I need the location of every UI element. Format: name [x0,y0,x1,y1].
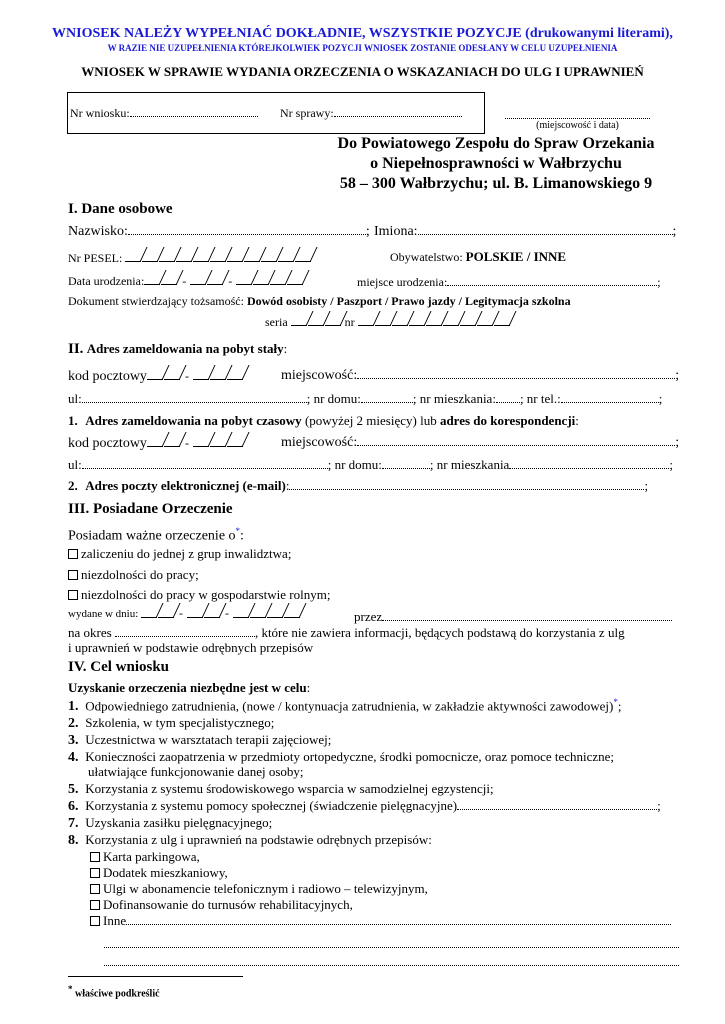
pesel-label: Nr PESEL: [68,251,123,265]
certificate-option-disability-group[interactable] [68,546,291,562]
option-label: niezdolności do pracy; [81,567,199,582]
benefit-label: Ulgi w abonamencie telefonicznym i radiowo – telewizyjnym, [103,881,428,896]
id-number-label: nr [344,315,355,329]
phone-label: ; nr tel.: [519,391,561,406]
id-document [68,294,571,309]
birth-place-label: miejsce urodzenia: [357,275,448,289]
temporary-address-note: (powyżej 2 miesięcy) lub [304,413,437,428]
email-label: Adres poczty elektronicznej (e-mail) [85,478,286,493]
option-label: niezdolności do pracy w gospodarstwie rolnym; [81,587,331,602]
purpose-item-8[interactable]: 8. Korzystania z ulg i uprawnień na podstawie odrębnych przepisów: [68,832,432,848]
purpose-item-label: Korzystania z systemu pomocy społecznej (świadczenie pielęgnacyjne) [85,798,458,813]
purpose-item-label: Szkolenia, w tym specjalistycznego; [85,715,275,730]
purpose-item-label: Korzystania z ulg i uprawnień na podstawie odrębnych przepisów: [85,832,432,847]
temporary-address-heading: 1. Adres zameldowania na pobyt czasowy (powyżej 2 miesięcy) lub adres do korespondencji: [68,413,579,428]
benefit-label: Inne [103,913,127,928]
benefit-housing-allowance[interactable] [90,865,228,881]
citizenship-options[interactable]: POLSKIE / INNE [465,249,567,264]
benefit-label: Dofinansowanie do turnusów rehabilitacyjnych, [103,897,353,912]
checkbox[interactable] [90,900,100,910]
checkbox[interactable] [90,916,100,926]
case-number-field[interactable] [280,106,462,121]
temporary-city-field[interactable]: miejscowość: ; [281,435,680,450]
permanent-city-field[interactable]: miejscowość: ; [281,368,680,383]
purpose-item-5[interactable]: 5. Korzystania z systemu środowiskowego wsparcia w samodzielnej egzystencji; [68,781,494,797]
temporary-postal-code-field[interactable]: kod pocztowy - [68,433,244,452]
purpose-item-label: Korzystania z systemu środowiskowego wsparcia w samodzielnej egzystencji; [85,781,494,796]
benefit-parking-card[interactable] [90,849,200,865]
series-label: seria [265,315,288,329]
purpose-item-3[interactable]: 3. Uczestnictwa w warsztatach terapii zajęciowej; [68,732,332,748]
certificate-option-farm-work-incapacity[interactable] [68,587,330,603]
id-document-label: Dokument stwierdzający tożsamość: [68,294,244,308]
series-boxes[interactable] [291,312,342,330]
purpose-intro-text: Uzyskanie orzeczenia niezbędne jest w celu [68,680,307,695]
checkbox[interactable] [90,884,100,894]
footnote-text: właściwe podkreślić [75,988,160,1000]
checkbox[interactable] [68,570,78,580]
section-2-heading: II. Adres zameldowania na pobyt stały: [68,341,288,357]
email-field[interactable]: 2. Adres poczty elektronicznej (e-mail): ; [68,478,649,493]
flat-number-label: ; nr mieszkania: [412,391,496,406]
section-2-title: Adres zameldowania na pobyt stały [86,341,284,356]
validity-period-line[interactable] [68,625,625,641]
section-2-number: II. [68,341,84,357]
purpose-item-7[interactable]: 7. Uzyskania zasiłku pielęgnacyjnego; [68,815,273,831]
purpose-item-4-cont: ułatwiające funkcjonowanie danej osoby; [88,764,304,779]
purpose-item-4[interactable]: 4. Konieczności zaopatrzenia w przedmioty ortopedyczne, środki pomocnicze, oraz pomoce techniczne; [68,749,615,765]
first-names-label: Imiona: [374,224,418,239]
postal-code-label: kod pocztowy [68,436,147,451]
request-number-label: Nr wniosku: [70,106,130,120]
place-date-caption: (miejscowość i data) [536,120,619,131]
option-label: zaliczeniu do jednej z grup inwalidztwa; [81,546,292,561]
validity-label: na okres [68,625,112,640]
section-3-heading: III. Posiadane Orzeczenie [68,501,233,517]
id-series-number[interactable] [265,312,511,330]
addressee-line-1: Do Powiatowego Zespołu do Spraw Orzekania [337,135,655,152]
request-number-field[interactable] [70,106,258,121]
instruction-line-2: W RAZIE NIE UZUPEŁNIENIA KTÓREJKOLWIEK POZYCJI WNIOSEK ZOSTANIE ODESŁANY W CELU UZUPEŁNIENIA [107,43,618,53]
addressee-line-2: o Niepełnosprawności w Wałbrzychu [370,155,622,172]
pesel-digit-boxes[interactable] [125,248,312,266]
benefit-other[interactable] [90,913,671,929]
temporary-address-number: 1. [68,413,78,428]
certificate-intro-text: Posiadam ważne orzeczenie o [68,528,236,544]
footnote-marker: * [68,984,73,994]
first-names-field[interactable]: Imiona: ; [374,224,677,239]
birth-date-field[interactable]: Data urodzenia: - - [68,271,304,289]
benefit-label: Dodatek mieszkaniowy, [103,865,228,880]
purpose-intro: Uzyskanie orzeczenia niezbędne jest w celu: [68,680,311,695]
purpose-item-label: Uczestnictwa w warsztatach terapii zajęciowej; [85,732,332,747]
section-4-heading: IV. Cel wniosku [68,659,170,675]
house-number-label: ; nr domu: [327,457,382,472]
current-certificate-intro: Posiadam ważne orzeczenie o*: [68,526,244,544]
benefit-subscription-relief[interactable] [90,881,428,897]
footnote-marker: * [235,526,241,536]
form-title: WNIOSEK W SPRAWIE WYDANIA ORZECZENIA O WSKAZANIACH DO ULG I UPRAWNIEŃ [81,64,644,79]
postal-code-label: kod pocztowy [68,369,147,384]
id-number-boxes[interactable] [358,312,511,330]
certificate-option-work-incapacity[interactable] [68,567,199,583]
footnote-marker: * [613,697,618,707]
temporary-address-row[interactable]: ul: ; nr domu: ; nr mieszkania ; [68,457,673,472]
purpose-item-label: Uzyskania zasiłku pielęgnacyjnego; [85,815,273,830]
purpose-item-2[interactable]: 2. Szkolenia, w tym specjalistycznego; [68,715,275,731]
house-number-label: ; nr domu: [306,391,361,406]
issue-date-label: wydane w dniu: [68,608,139,620]
other-benefit-line-1[interactable] [104,935,679,953]
surname-field[interactable]: Nazwisko: ; [68,224,370,239]
validity-text: , które nie zawiera informacji, będących podstawą do korzystania z ulg [254,625,625,640]
city-label: miejscowość: [281,368,358,383]
footnote [68,984,160,999]
issued-by-field[interactable] [354,609,672,625]
issue-date-field[interactable]: wydane w dniu: - - [68,604,301,621]
email-number: 2. [68,478,78,493]
issued-by-label: przez [354,609,383,624]
validity-text-cont: i uprawnień w podstawie odrębnych przepisów [68,640,314,655]
citizenship-label: Obywatelstwo: [390,250,463,264]
checkbox[interactable] [90,868,100,878]
permanent-postal-code-field[interactable]: kod pocztowy - [68,366,244,385]
instruction-line-1: WNIOSEK NALEŻY WYPEŁNIAĆ DOKŁADNIE, WSZYSTKIE POZYCJE (drukowanymi literami), [52,26,673,41]
birth-place-field[interactable]: miejsce urodzenia: ; [357,275,661,289]
case-number-label: Nr sprawy: [280,106,334,120]
surname-label: Nazwisko: [68,224,128,239]
checkbox[interactable] [90,852,100,862]
purpose-item-6[interactable]: 6. Korzystania z systemu pomocy społecznej (świadczenie pielęgnacyjne) ; [68,798,661,814]
checkbox[interactable] [68,549,78,559]
pesel-field[interactable] [68,248,312,266]
permanent-address-row[interactable]: ul: ; nr domu: ; nr mieszkania: ; nr tel.: ; [68,391,663,406]
purpose-item-label: Odpowiedniego zatrudnienia, (nowe / kontynuacja zatrudnienia, w zakładzie aktywności zawodowej) [85,698,614,714]
addressee-line-3: 58 – 300 Wałbrzychu; ul. B. Limanowskiego 9 [339,175,653,192]
temporary-address-label: Adres zameldowania na pobyt czasowy [85,413,302,428]
city-label: miejscowość: [281,435,358,450]
benefit-label: Karta parkingowa, [103,849,200,864]
correspondence-address-label: adres do korespondencji [439,413,576,428]
street-label: ul: [68,391,82,406]
other-benefit-line-2[interactable] [104,953,679,971]
purpose-item-label: Konieczności zaopatrzenia w przedmioty ortopedyczne, środki pomocnicze, oraz pomoce techniczne; [85,749,615,764]
street-label: ul: [68,457,82,472]
birth-date-label: Data urodzenia: [68,274,145,288]
checkbox[interactable] [68,590,78,600]
section-1-heading: I. Dane osobowe [68,201,173,217]
footnote-separator [68,976,243,977]
benefit-rehabilitation-stay[interactable] [90,897,353,913]
id-document-options[interactable]: Dowód osobisty / Paszport / Prawo jazdy / Legitymacja szkolna [246,294,571,308]
citizenship [390,249,566,265]
purpose-item-1[interactable]: 1. Odpowiedniego zatrudnienia, (nowe / kontynuacja zatrudnienia, w zakładzie aktywności zawodowej)*; [68,697,622,715]
